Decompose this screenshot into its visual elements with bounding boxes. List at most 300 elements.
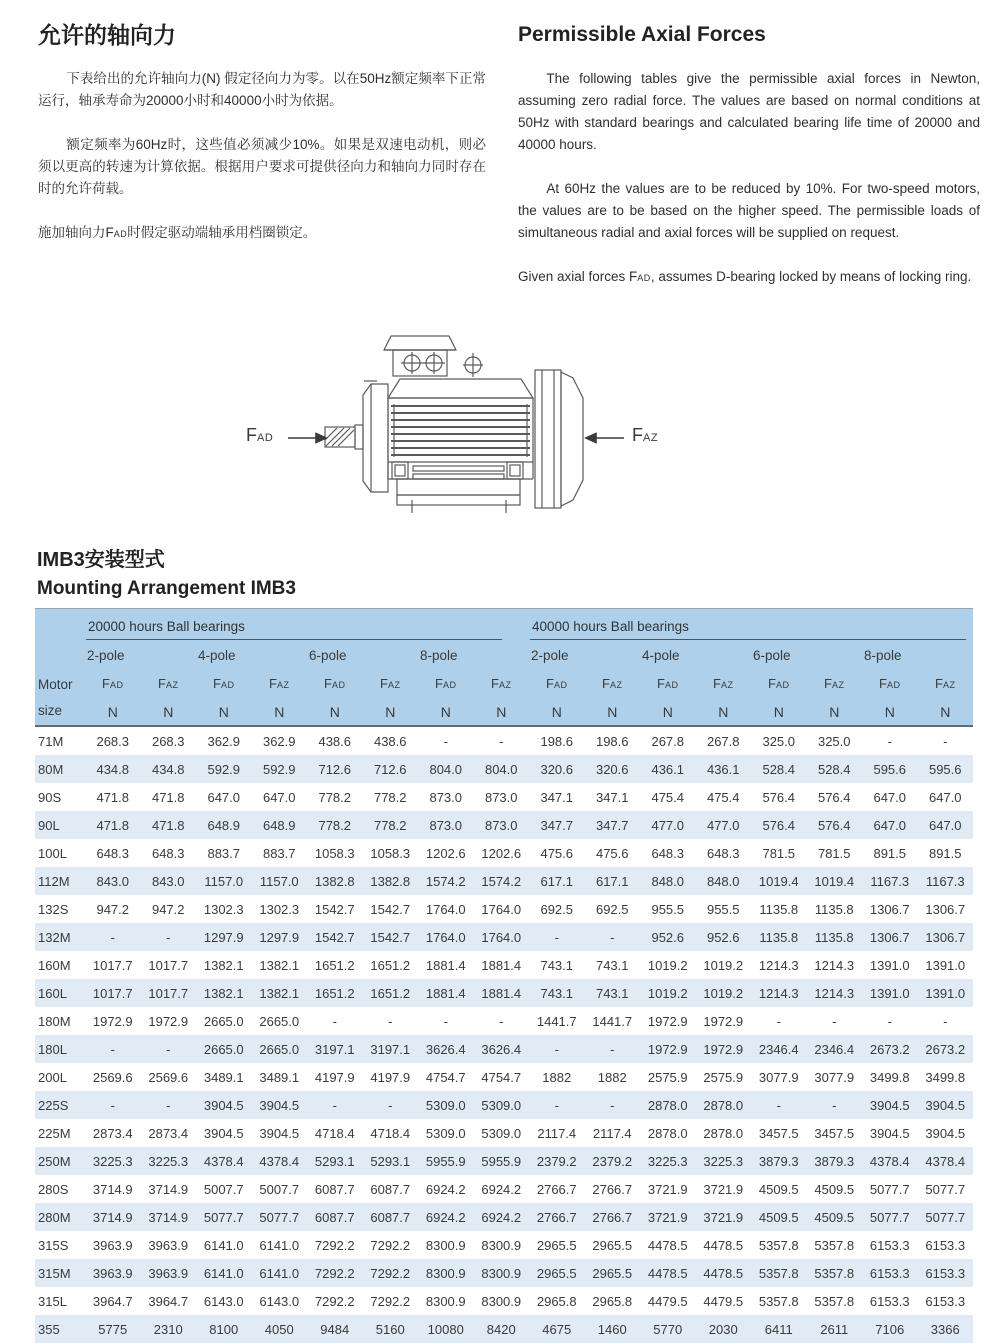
force-value-cell: 647.0 <box>262 789 296 805</box>
force-value-cell: 804.0 <box>429 761 463 777</box>
force-value-cell: 1881.4 <box>425 957 466 973</box>
force-value-cell: 1651.2 <box>314 957 355 973</box>
motor-size-cell: 315S <box>38 1237 69 1253</box>
force-value-cell: 4197.9 <box>314 1069 355 1085</box>
force-value-cell: 438.6 <box>318 733 352 749</box>
motor-size-cell: 180L <box>38 1041 67 1057</box>
force-subscript: AD <box>331 680 346 690</box>
force-value-cell: 1167.3 <box>925 873 965 889</box>
force-value-cell: 8300.9 <box>481 1293 522 1309</box>
force-value-cell: 5357.8 <box>814 1237 855 1253</box>
force-value-cell: 2310 <box>153 1321 183 1337</box>
force-subscript: AZ <box>276 680 290 690</box>
force-subscript: AD <box>553 680 568 690</box>
force-value-cell: 1157.0 <box>204 873 244 889</box>
pole-header: 2-pole <box>85 641 196 669</box>
force-value-cell: 3499.8 <box>925 1069 966 1085</box>
force-value-cell: 1972.9 <box>647 1013 688 1029</box>
force-letter: F <box>879 676 887 691</box>
force-value-cell: 1019.2 <box>703 957 744 973</box>
table-row <box>35 1231 973 1259</box>
force-value-cell: 1881.4 <box>481 985 522 1001</box>
force-value-cell: 1302.3 <box>203 901 244 917</box>
force-value-cell: 1167.3 <box>870 873 910 889</box>
force-value-cell: 7292.2 <box>314 1265 355 1281</box>
force-value-cell: 6153.3 <box>869 1237 910 1253</box>
force-value-cell: 477.0 <box>706 817 740 833</box>
table-row <box>35 951 973 979</box>
force-value-cell: 3714.9 <box>92 1209 133 1225</box>
force-letter: F <box>380 676 388 691</box>
force-value-cell: 781.5 <box>817 845 851 861</box>
unit-header: N <box>307 698 363 726</box>
force-value-cell: 1651.2 <box>370 957 411 973</box>
force-value-cell: - <box>166 929 171 945</box>
force-value-cell: 1017.7 <box>92 985 133 1001</box>
force-value-cell: - <box>887 733 892 749</box>
motor-size-cell: 315M <box>38 1265 71 1281</box>
force-value-cell: 475.6 <box>540 845 574 861</box>
force-value-cell: - <box>776 1097 781 1113</box>
force-value-cell: 1135.8 <box>759 901 799 917</box>
force-value-cell: 2878.0 <box>703 1125 744 1141</box>
force-value-cell: 471.8 <box>96 817 130 833</box>
force-value-cell: 1542.7 <box>314 929 355 945</box>
force-header <box>196 669 252 698</box>
force-value-cell: 1574.2 <box>425 873 466 889</box>
force-value-cell: 5770 <box>653 1321 683 1337</box>
force-value-cell: 2379.2 <box>592 1153 633 1169</box>
force-letter: F <box>491 676 499 691</box>
motor-size-cell: 250M <box>38 1153 71 1169</box>
force-value-cell: 1019.4 <box>758 873 799 889</box>
force-value-cell: 4197.9 <box>370 1069 411 1085</box>
force-value-cell: - <box>332 1013 337 1029</box>
force-value-cell: 438.6 <box>373 733 407 749</box>
force-value-cell: 2766.7 <box>592 1209 633 1225</box>
force-value-cell: 4479.5 <box>703 1293 744 1309</box>
motor-size-cell: 200L <box>38 1069 67 1085</box>
force-value-cell: 4754.7 <box>481 1069 522 1085</box>
force-value-cell: 1306.7 <box>869 901 910 917</box>
force-letter: F <box>657 676 665 691</box>
force-value-cell: 1157.0 <box>259 873 299 889</box>
force-value-cell: 320.6 <box>595 761 629 777</box>
force-value-cell: 325.0 <box>817 733 851 749</box>
force-value-cell: 3721.9 <box>703 1209 744 1225</box>
force-value-cell: 3721.9 <box>647 1209 688 1225</box>
force-value-cell: 3489.1 <box>203 1069 244 1085</box>
table-row <box>35 895 973 923</box>
motor-size-cell: 180M <box>38 1013 71 1029</box>
force-value-cell: 2379.2 <box>536 1153 577 1169</box>
motor-label-line2: size <box>38 703 63 718</box>
force-subscript: AD <box>886 680 901 690</box>
table-row <box>35 811 973 839</box>
force-value-cell: 4050 <box>264 1321 294 1337</box>
force-value-cell: 2665.0 <box>203 1041 244 1057</box>
force-value-cell: 576.4 <box>762 817 796 833</box>
table-group-row <box>35 609 973 642</box>
force-value-cell: 848.0 <box>651 873 685 889</box>
motor-size-cell: 280M <box>38 1209 71 1225</box>
force-value-cell: - <box>887 1013 892 1029</box>
force-value-cell: 592.9 <box>262 761 296 777</box>
force-value-cell: 1382.1 <box>259 985 300 1001</box>
force-value-cell: 3879.3 <box>814 1153 855 1169</box>
force-value-cell: 952.6 <box>651 929 685 945</box>
force-value-cell: 8300.9 <box>481 1237 522 1253</box>
force-value-cell: - <box>332 1097 337 1113</box>
faz-force-label: FAZ <box>632 425 659 445</box>
force-value-cell: 7292.2 <box>314 1293 355 1309</box>
force-letter: F <box>269 676 277 691</box>
fad-force-label: FAD <box>246 425 274 445</box>
force-value-cell: 955.5 <box>651 901 685 917</box>
force-value-cell: 5077.7 <box>925 1209 966 1225</box>
force-header <box>474 669 530 698</box>
force-subscript: AD <box>220 680 235 690</box>
force-value-cell: 6141.0 <box>203 1237 244 1253</box>
force-header <box>918 669 974 698</box>
unit-header: N <box>141 698 197 726</box>
unit-header: N <box>807 698 863 726</box>
force-value-cell: 1214.3 <box>758 957 799 973</box>
force-value-cell: 3721.9 <box>647 1181 688 1197</box>
intro-english <box>518 24 980 311</box>
force-value-cell: 3457.5 <box>758 1125 799 1141</box>
force-value-cell: 4478.5 <box>647 1265 688 1281</box>
force-value-cell: 5357.8 <box>814 1265 855 1281</box>
force-value-cell: 1019.2 <box>647 985 688 1001</box>
force-value-cell: 2665.0 <box>259 1041 300 1057</box>
force-value-cell: 5309.0 <box>481 1097 522 1113</box>
unit-header: N <box>252 698 308 726</box>
force-header <box>141 669 197 698</box>
motor-size-cell: 132M <box>38 929 71 945</box>
force-value-cell: 325.0 <box>762 733 796 749</box>
force-value-cell: 5077.7 <box>203 1209 244 1225</box>
force-value-cell: 3963.9 <box>148 1237 189 1253</box>
force-value-cell: 1214.3 <box>758 985 799 1001</box>
force-value-cell: 477.0 <box>651 817 685 833</box>
force-header <box>418 669 474 698</box>
force-value-cell: 778.2 <box>318 789 352 805</box>
motor-size-cell: 160M <box>38 957 71 973</box>
force-value-cell: 8300.9 <box>425 1265 466 1281</box>
force-header <box>585 669 641 698</box>
force-value-cell: 3499.8 <box>869 1069 910 1085</box>
force-value-cell: 873.0 <box>429 789 463 805</box>
axial-forces-table <box>35 608 973 1343</box>
force-letter: F <box>324 676 332 691</box>
force-value-cell: 268.3 <box>96 733 130 749</box>
force-letter: F <box>768 676 776 691</box>
force-value-cell: 4478.5 <box>703 1237 744 1253</box>
page-title-en: Permissible Axial Forces <box>518 23 766 46</box>
pole-header: 6-pole <box>307 641 418 669</box>
force-value-cell: 198.6 <box>595 733 629 749</box>
force-value-cell: 3225.3 <box>148 1153 189 1169</box>
motor-size-cell: 90L <box>38 817 60 833</box>
force-value-cell: 1019.4 <box>814 873 855 889</box>
force-value-cell: 2965.5 <box>592 1265 633 1281</box>
force-value-cell: 592.9 <box>207 761 241 777</box>
force-value-cell: 6087.7 <box>314 1181 355 1197</box>
force-value-cell: 3879.3 <box>758 1153 799 1169</box>
force-value-cell: 8300.9 <box>425 1293 466 1309</box>
force-value-cell: 5357.8 <box>758 1265 799 1281</box>
force-value-cell: 4478.5 <box>647 1237 688 1253</box>
force-value-cell: 692.5 <box>595 901 629 917</box>
table-row <box>35 867 973 895</box>
force-value-cell: 1764.0 <box>425 901 466 917</box>
force-value-cell: 2878.0 <box>647 1125 688 1141</box>
force-header <box>807 669 863 698</box>
force-value-cell: 1881.4 <box>425 985 466 1001</box>
force-value-cell: 1391.0 <box>925 985 966 1001</box>
force-header <box>529 669 585 698</box>
motor-size-cell: 80M <box>38 761 64 777</box>
force-value-cell: 347.7 <box>540 817 574 833</box>
force-value-cell: 2965.8 <box>536 1293 577 1309</box>
force-value-cell: 5357.8 <box>758 1293 799 1309</box>
force-value-cell: 528.4 <box>817 761 851 777</box>
force-value-cell: 471.8 <box>151 789 185 805</box>
force-value-cell: 4718.4 <box>370 1125 411 1141</box>
table-row <box>35 1091 973 1119</box>
force-value-cell: 1058.3 <box>314 845 355 861</box>
force-value-cell: 5309.0 <box>425 1097 466 1113</box>
force-value-cell: 647.0 <box>928 789 962 805</box>
force-letter: F <box>546 676 554 691</box>
force-value-cell: 1135.8 <box>759 929 799 945</box>
force-value-cell: 3964.7 <box>148 1293 189 1309</box>
force-value-cell: 362.9 <box>262 733 296 749</box>
unit-header: N <box>474 698 530 726</box>
force-value-cell: 1382.8 <box>370 873 411 889</box>
force-value-cell: 5309.0 <box>481 1125 522 1141</box>
table-row <box>35 1259 973 1287</box>
table-row <box>35 755 973 783</box>
force-subscript: AD <box>775 680 790 690</box>
force-value-cell: 2878.0 <box>703 1097 744 1113</box>
force-value-cell: 2030 <box>708 1321 738 1337</box>
force-value-cell: 3904.5 <box>869 1125 910 1141</box>
force-value-cell: 576.4 <box>817 817 851 833</box>
force-value-cell: 4718.4 <box>314 1125 355 1141</box>
table-row <box>35 1035 973 1063</box>
force-value-cell: 778.2 <box>373 789 407 805</box>
force-value-cell: - <box>554 929 559 945</box>
force-value-cell: 1391.0 <box>925 957 966 973</box>
force-letter: F <box>935 676 943 691</box>
paragraph-en-3: Given axial forces FAD, assumes D-bearing locked by means of locking ring. <box>518 269 972 284</box>
force-value-cell: 848.0 <box>706 873 740 889</box>
force-value-cell: 712.6 <box>373 761 407 777</box>
force-value-cell: - <box>610 1097 615 1113</box>
force-value-cell: 1214.3 <box>814 957 855 973</box>
force-value-cell: 5357.8 <box>758 1237 799 1253</box>
pole-header: 8-pole <box>862 641 973 669</box>
pole-header: 6-pole <box>751 641 862 669</box>
force-value-cell: 2965.5 <box>536 1237 577 1253</box>
force-letter: F <box>102 676 110 691</box>
force-value-cell: 434.8 <box>96 761 130 777</box>
force-value-cell: 4478.5 <box>703 1265 744 1281</box>
force-value-cell: - <box>166 1041 171 1057</box>
force-value-cell: 595.6 <box>928 761 962 777</box>
force-value-cell: 362.9 <box>207 733 241 749</box>
force-value-cell: 7292.2 <box>370 1237 411 1253</box>
force-value-cell: 955.5 <box>706 901 740 917</box>
force-value-cell: 475.4 <box>651 789 685 805</box>
force-value-cell: 3964.7 <box>92 1293 133 1309</box>
force-value-cell: 5309.0 <box>425 1125 466 1141</box>
force-value-cell: 436.1 <box>706 761 740 777</box>
force-value-cell: 2766.7 <box>536 1181 577 1197</box>
force-value-cell: 617.1 <box>595 873 629 889</box>
force-value-cell: 7292.2 <box>370 1293 411 1309</box>
force-value-cell: 320.6 <box>540 761 574 777</box>
force-value-cell: 7292.2 <box>314 1237 355 1253</box>
force-value-cell: 6924.2 <box>481 1209 522 1225</box>
force-value-cell: 9484 <box>320 1321 350 1337</box>
force-value-cell: 6143.0 <box>203 1293 244 1309</box>
section-title-en: Mounting Arrangement IMB3 <box>37 578 296 599</box>
force-value-cell: 1017.7 <box>92 957 133 973</box>
force-letter: F <box>435 676 443 691</box>
force-value-cell: 2611 <box>820 1321 849 1337</box>
force-value-cell: 647.0 <box>873 817 907 833</box>
unit-header: N <box>585 698 641 726</box>
unit-header: N <box>696 698 752 726</box>
force-value-cell: 2117.4 <box>537 1125 577 1141</box>
force-value-cell: - <box>554 1041 559 1057</box>
force-value-cell: 2965.8 <box>592 1293 633 1309</box>
force-letter: F <box>824 676 832 691</box>
force-value-cell: 873.0 <box>484 817 518 833</box>
table-row <box>35 839 973 867</box>
force-value-cell: 6924.2 <box>425 1209 466 1225</box>
force-value-cell: - <box>443 1013 448 1029</box>
force-value-cell: 1764.0 <box>481 901 522 917</box>
force-value-cell: 3197.1 <box>314 1041 355 1057</box>
force-value-cell: 1391.0 <box>869 985 910 1001</box>
force-value-cell: 2575.9 <box>703 1069 744 1085</box>
force-subscript: AZ <box>498 680 512 690</box>
force-value-cell: 648.3 <box>706 845 740 861</box>
motor-size-cell: 225M <box>38 1125 71 1141</box>
force-value-cell: 1135.8 <box>814 929 854 945</box>
force-value-cell: 3077.9 <box>758 1069 799 1085</box>
force-value-cell: 843.0 <box>96 873 130 889</box>
force-value-cell: 576.4 <box>762 789 796 805</box>
force-value-cell: 3904.5 <box>925 1097 966 1113</box>
force-value-cell: 4378.4 <box>203 1153 244 1169</box>
motor-size-header <box>35 609 85 727</box>
force-value-cell: 891.5 <box>928 845 962 861</box>
force-subscript: AZ <box>165 680 179 690</box>
table-row <box>35 1147 973 1175</box>
force-value-cell: - <box>943 733 948 749</box>
force-value-cell: 471.8 <box>151 817 185 833</box>
force-value-cell: 4509.5 <box>758 1181 799 1197</box>
table-header <box>35 609 973 727</box>
unit-header: N <box>196 698 252 726</box>
table-row <box>35 1203 973 1231</box>
force-value-cell: 1542.7 <box>370 901 411 917</box>
force-value-cell: 2766.7 <box>592 1181 633 1197</box>
force-letter: F <box>713 676 721 691</box>
force-value-cell: 3963.9 <box>92 1265 133 1281</box>
force-value-cell: 5293.1 <box>314 1153 355 1169</box>
table-row <box>35 1287 973 1315</box>
force-value-cell: 1882 <box>542 1069 572 1085</box>
table-row <box>35 1063 973 1091</box>
force-value-cell: 4509.5 <box>814 1181 855 1197</box>
force-value-cell: 2878.0 <box>647 1097 688 1113</box>
motor-size-cell: 160L <box>38 985 67 1001</box>
force-value-cell: 3714.9 <box>148 1181 189 1197</box>
force-value-cell: 268.3 <box>151 733 185 749</box>
force-value-cell: 647.0 <box>207 789 241 805</box>
force-value-cell: 2569.6 <box>92 1069 133 1085</box>
force-subscript: AZ <box>387 680 401 690</box>
force-value-cell: - <box>166 1097 171 1113</box>
force-value-cell: 883.7 <box>207 845 241 861</box>
force-subscript: AD <box>442 680 457 690</box>
force-value-cell: 4509.5 <box>814 1209 855 1225</box>
force-value-cell: 2673.2 <box>869 1041 910 1057</box>
force-value-cell: - <box>610 1041 615 1057</box>
force-value-cell: 8420 <box>486 1321 516 1337</box>
force-value-cell: 4675 <box>542 1321 572 1337</box>
force-value-cell: 648.9 <box>262 817 296 833</box>
section-title-cn: IMB3安装型式 <box>37 549 165 571</box>
force-value-cell: 2673.2 <box>925 1041 966 1057</box>
table-row <box>35 726 973 755</box>
force-value-cell: 3077.9 <box>814 1069 855 1085</box>
force-value-cell: 743.1 <box>540 957 574 973</box>
fad-subscript: AD <box>637 273 651 283</box>
force-value-cell: 1214.3 <box>814 985 855 1001</box>
force-value-cell: 778.2 <box>373 817 407 833</box>
force-value-cell: - <box>943 1013 948 1029</box>
force-value-cell: 1382.8 <box>314 873 355 889</box>
table-row <box>35 783 973 811</box>
force-value-cell: 475.6 <box>595 845 629 861</box>
force-value-cell: 6141.0 <box>259 1237 300 1253</box>
force-value-cell: 1058.3 <box>370 845 411 861</box>
force-value-cell: 1972.9 <box>148 1013 189 1029</box>
force-value-cell: 873.0 <box>484 789 518 805</box>
force-value-cell: 434.8 <box>151 761 185 777</box>
table-row <box>35 979 973 1007</box>
force-value-cell: 5077.7 <box>869 1181 910 1197</box>
motor-size-cell: 132S <box>38 901 69 917</box>
forces-table-container <box>35 608 973 1343</box>
force-value-cell: 6411 <box>764 1321 793 1337</box>
force-value-cell: 1297.9 <box>259 929 300 945</box>
force-letter: F <box>602 676 610 691</box>
force-value-cell: 347.1 <box>595 789 629 805</box>
force-value-cell: - <box>110 1097 115 1113</box>
force-value-cell: - <box>388 1013 393 1029</box>
force-value-cell: 6141.0 <box>259 1265 300 1281</box>
force-value-cell: 7292.2 <box>370 1265 411 1281</box>
force-value-cell: 2665.0 <box>203 1013 244 1029</box>
